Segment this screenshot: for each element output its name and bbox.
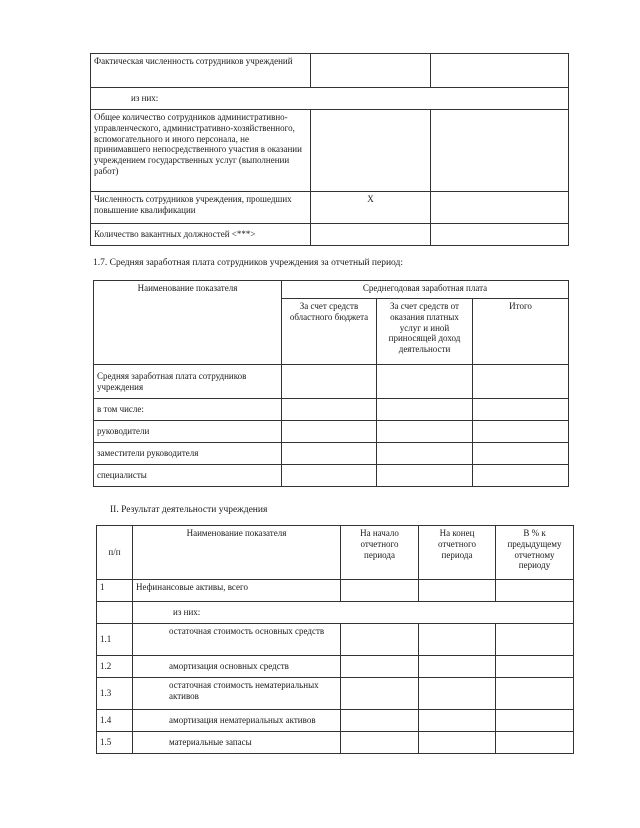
results-row-num <box>97 602 133 624</box>
staff-row-label: Фактическая численность сотрудников учреждений <box>91 54 311 88</box>
results-row-num: 1.5 <box>97 732 133 754</box>
table-row <box>91 192 569 224</box>
staff-row-value <box>311 224 431 246</box>
results-header-name: Наименование показателя <box>133 526 341 580</box>
table-row <box>91 110 569 192</box>
results-row-num: 1.1 <box>97 624 133 656</box>
staff-row-value <box>311 110 431 192</box>
results-table <box>96 525 574 754</box>
results-row-name: остаточная стоимость нематериальных активов <box>133 678 341 710</box>
salary-table <box>93 280 569 487</box>
table-row <box>97 624 574 656</box>
results-cell <box>341 678 419 710</box>
results-row-num: 1.3 <box>97 678 133 710</box>
results-row-name: материальные запасы <box>133 732 341 754</box>
table-row <box>97 710 574 732</box>
table-row <box>94 465 569 487</box>
staff-row-value <box>431 110 569 192</box>
results-cell <box>496 710 574 732</box>
results-caption: II. Результат деятельности учреждения <box>110 505 268 515</box>
results-cell <box>496 678 574 710</box>
results-cell <box>419 732 496 754</box>
results-cell <box>341 624 419 656</box>
results-cell <box>496 580 574 602</box>
results-cell <box>419 624 496 656</box>
results-row-name: остаточная стоимость основных средств <box>133 624 341 656</box>
salary-cell <box>282 465 377 487</box>
results-row-num: 1 <box>97 580 133 602</box>
table-row <box>97 678 574 710</box>
results-cell <box>419 656 496 678</box>
table-row <box>97 580 574 602</box>
staff-row-value <box>431 224 569 246</box>
table-row <box>97 656 574 678</box>
table-row <box>91 54 569 88</box>
salary-cell <box>377 465 473 487</box>
table-row <box>91 224 569 246</box>
results-row-name: амортизация основных средств <box>133 656 341 678</box>
salary-row-label: заместители руководителя <box>94 443 282 465</box>
table-row <box>91 88 569 110</box>
salary-header-col: За счет средств от оказания платных услуг и иной приносящей доход деятельности <box>377 299 473 365</box>
results-cell <box>341 580 419 602</box>
results-header-start: На начало отчетного периода <box>341 526 419 580</box>
results-cell <box>419 678 496 710</box>
staff-row-value <box>431 54 569 88</box>
results-cell <box>496 656 574 678</box>
salary-cell <box>473 465 569 487</box>
staff-row-value: X <box>311 192 431 224</box>
results-cell <box>496 732 574 754</box>
results-header-num: п/п <box>97 526 133 580</box>
table-row <box>97 732 574 754</box>
salary-caption: 1.7. Средняя заработная плата сотрудников учреждения за отчетный период: <box>93 258 404 268</box>
salary-header-col: Итого <box>473 299 569 365</box>
salary-row-label: в том числе: <box>94 399 282 421</box>
results-cell <box>496 624 574 656</box>
salary-cell <box>377 421 473 443</box>
salary-header-group: Среднегодовая заработная плата <box>282 281 569 299</box>
results-cell <box>419 580 496 602</box>
staff-row-label: из них: <box>91 88 569 110</box>
table-row <box>97 602 574 624</box>
results-row-num: 1.2 <box>97 656 133 678</box>
salary-row-label: специалисты <box>94 465 282 487</box>
salary-cell <box>473 421 569 443</box>
results-row-num: 1.4 <box>97 710 133 732</box>
results-cell <box>419 710 496 732</box>
salary-cell <box>473 399 569 421</box>
table-row <box>94 281 569 299</box>
salary-cell <box>282 399 377 421</box>
salary-cell <box>377 399 473 421</box>
staff-table <box>90 53 569 246</box>
salary-row-label: руководители <box>94 421 282 443</box>
table-row <box>94 421 569 443</box>
table-row <box>97 526 574 580</box>
salary-cell <box>473 443 569 465</box>
staff-row-label: Количество вакантных должностей <***> <box>91 224 311 246</box>
table-row <box>94 443 569 465</box>
staff-row-value <box>431 192 569 224</box>
results-row-name: из них: <box>133 602 574 624</box>
results-cell <box>341 732 419 754</box>
staff-row-label: Численность сотрудников учреждения, прошедших повышение квалификации <box>91 192 311 224</box>
results-header-pct: В % к предыдущему отчетному периоду <box>496 526 574 580</box>
table-row <box>94 365 569 399</box>
results-cell <box>341 656 419 678</box>
salary-row-label: Средняя заработная плата сотрудников учреждения <box>94 365 282 399</box>
table-row <box>94 399 569 421</box>
salary-cell <box>282 421 377 443</box>
staff-row-value <box>311 54 431 88</box>
results-cell <box>341 710 419 732</box>
salary-cell <box>377 443 473 465</box>
salary-cell <box>473 365 569 399</box>
results-row-name: Нефинансовые активы, всего <box>133 580 341 602</box>
staff-row-label: Общее количество сотрудников административно-управленческого, административно-хозяйственного, вспомогательного и иного персонала, не принимавшего непосредственного участия в оказании учреждением государственных услуг (выполнении работ) <box>91 110 311 192</box>
results-header-end: На конец отчетного периода <box>419 526 496 580</box>
salary-cell <box>282 443 377 465</box>
results-row-name: амортизация нематериальных активов <box>133 710 341 732</box>
salary-cell <box>282 365 377 399</box>
salary-cell <box>377 365 473 399</box>
salary-header-col: За счет средств областного бюджета <box>282 299 377 365</box>
salary-header-name: Наименование показателя <box>94 281 282 365</box>
